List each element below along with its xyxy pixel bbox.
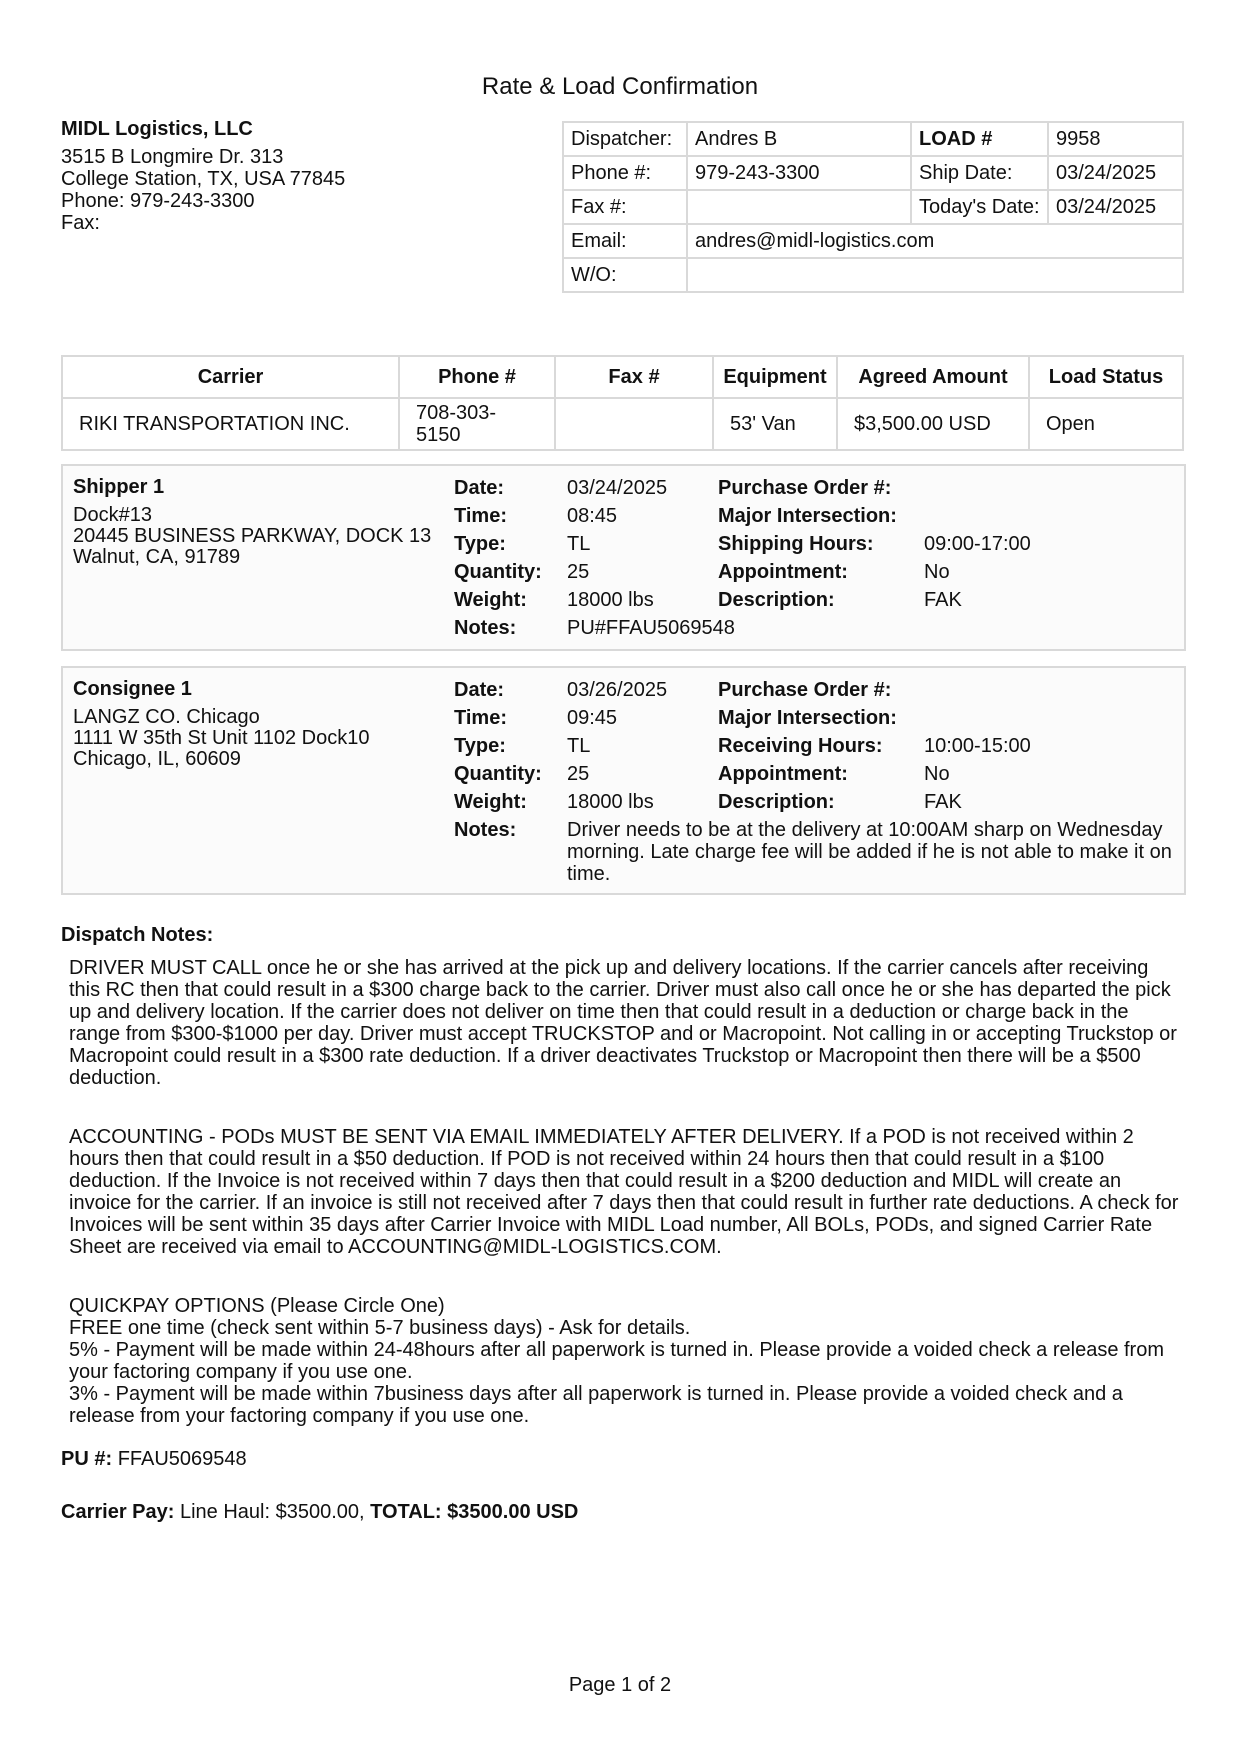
consignee-section <box>61 666 1186 895</box>
shipping-hours: 09:00-17:00 <box>924 533 1031 555</box>
dispatch-info-table <box>562 121 1184 293</box>
consignee-line3: Chicago, IL, 60609 <box>73 748 241 770</box>
shipper-weight-label: Weight: <box>454 589 527 611</box>
consignee-weight: 18000 lbs <box>567 791 654 813</box>
shipper-address <box>73 477 453 568</box>
dispatch-fax-label: Fax #: <box>563 190 687 224</box>
table-row <box>62 398 1183 450</box>
page-number: Page 1 of 2 <box>568 1674 672 1696</box>
equipment-header: Equipment <box>713 356 837 398</box>
quickpay-options <box>69 1295 1179 1427</box>
consignee-line2: 1111 W 35th St Unit 1102 Dock10 <box>73 727 370 749</box>
shipper-details <box>454 477 1174 645</box>
ship-date-value: 03/24/2025 <box>1048 156 1183 190</box>
carrier-pay-label: Carrier Pay: <box>61 1501 175 1523</box>
consignee-line1: LANGZ CO. Chicago <box>73 706 260 728</box>
load-status-header: Load Status <box>1029 356 1183 398</box>
ship-date-label: Ship Date: <box>911 156 1048 190</box>
shipper-date-label: Date: <box>454 477 505 499</box>
pu-number-label: PU #: <box>61 1448 113 1470</box>
consignee-weight-label: Weight: <box>454 791 527 813</box>
shipper-heading: Shipper 1 <box>73 476 165 498</box>
carrier-pay <box>61 1501 578 1523</box>
todays-date-value: 03/24/2025 <box>1048 190 1183 224</box>
shipper-weight: 18000 lbs <box>567 589 654 611</box>
carrier-table <box>61 355 1184 451</box>
consignee-date-label: Date: <box>454 679 505 701</box>
shipping-hours-label: Shipping Hours: <box>718 533 874 555</box>
consignee-description: FAK <box>924 791 962 813</box>
company-address-line1: 3515 B Longmire Dr. 313 <box>61 146 284 168</box>
equipment-value: 53' Van <box>713 398 837 450</box>
receiving-hours: 10:00-15:00 <box>924 735 1031 757</box>
consignee-quantity-label: Quantity: <box>454 763 542 785</box>
shipper-description-label: Description: <box>718 589 835 611</box>
shipper-type-label: Type: <box>454 533 506 555</box>
carrier-phone: 708-303-5150 <box>399 398 555 450</box>
pu-number <box>61 1448 247 1470</box>
load-status-value: Open <box>1029 398 1183 450</box>
load-number-label: LOAD # <box>911 122 1048 156</box>
dispatch-notes-title: Dispatch Notes: <box>61 924 214 946</box>
carrier-header: Carrier <box>62 356 399 398</box>
consignee-description-label: Description: <box>718 791 835 813</box>
consignee-appointment: No <box>924 763 950 785</box>
company-phone: Phone: 979-243-3300 <box>61 190 255 212</box>
shipper-intersection-label: Major Intersection: <box>718 505 897 527</box>
agreed-amount-value: $3,500.00 USD <box>837 398 1029 450</box>
shipper-description: FAK <box>924 589 962 611</box>
company-address-line2: College Station, TX, USA 77845 <box>61 168 346 190</box>
shipper-quantity: 25 <box>567 561 590 583</box>
dispatch-notes-driver: DRIVER MUST CALL once he or she has arrived at the pick up and delivery locations. If the carrier cancels after receiving this RC then that could result in a $300 charge back to the carrier. Driver must also call once he or she has departed the pick up and delivery location. If the carrier does not deliver on time then that could result in a deduction or charge back in the range from $300-$1000 per day. Driver must accept TRUCKSTOP and or Macropoint. Not calling in or accepting Truckstop or Macropoint could result in a $300 rate deduction. If a driver deactivates Truckstop or Macropoint then there will be a $500 deduction. <box>69 957 1177 1089</box>
dispatch-email-label: Email: <box>563 224 687 258</box>
quickpay-5-percent: 5% - Payment will be made within 24-48hours after all paperwork is turned in. Please provide a voided check a release from your factoring company if you use one. <box>69 1339 1164 1383</box>
dispatcher-value: Andres B <box>687 122 911 156</box>
dispatch-phone-value: 979-243-3300 <box>687 156 911 190</box>
shipper-po-label: Purchase Order #: <box>718 477 892 499</box>
shipper-type: TL <box>567 533 591 555</box>
shipper-notes-label: Notes: <box>454 617 517 639</box>
carrier-table-header <box>62 356 1183 398</box>
consignee-appointment-label: Appointment: <box>718 763 848 785</box>
company-name: MIDL Logistics, LLC <box>61 118 253 140</box>
load-number-value: 9958 <box>1048 122 1183 156</box>
line-haul: Line Haul: $3500.00, <box>179 1501 365 1523</box>
quickpay-heading: QUICKPAY OPTIONS (Please Circle One) <box>69 1295 445 1317</box>
work-order-label: W/O: <box>563 258 687 292</box>
dispatcher-label: Dispatcher: <box>563 122 687 156</box>
consignee-notes: Driver needs to be at the delivery at 10:00AM sharp on Wednesday morning. Late charge fee will be added if he is not able to make it on time. <box>567 819 1172 885</box>
consignee-intersection-label: Major Intersection: <box>718 707 897 729</box>
shipper-line3: Walnut, CA, 91789 <box>73 546 241 568</box>
shipper-line2: 20445 BUSINESS PARKWAY, DOCK 13 <box>73 525 432 547</box>
quickpay-3-percent: 3% - Payment will be made within 7business days after all paperwork is turned in. Please provide a voided check and a release from your factoring company if you use one. <box>69 1383 1123 1427</box>
company-block <box>61 118 501 234</box>
company-fax: Fax: <box>61 212 100 234</box>
consignee-notes-label: Notes: <box>454 819 517 841</box>
dispatch-phone-label: Phone #: <box>563 156 687 190</box>
consignee-time: 09:45 <box>567 707 618 729</box>
document-title: Rate & Load Confirmation <box>481 73 759 100</box>
shipper-notes: PU#FFAU5069548 <box>567 617 735 639</box>
work-order-value <box>687 258 1183 292</box>
shipper-quantity-label: Quantity: <box>454 561 542 583</box>
consignee-heading: Consignee 1 <box>73 678 192 700</box>
dispatch-fax-value <box>687 190 911 224</box>
consignee-po-label: Purchase Order #: <box>718 679 892 701</box>
carrier-fax <box>555 398 713 450</box>
dispatch-email-value: andres@midl-logistics.com <box>687 224 1183 258</box>
carrier-pay-total: TOTAL: $3500.00 USD <box>370 1501 579 1523</box>
shipper-appointment: No <box>924 561 950 583</box>
shipper-time: 08:45 <box>567 505 618 527</box>
consignee-type: TL <box>567 735 591 757</box>
quickpay-free: FREE one time (check sent within 5-7 business days) - Ask for details. <box>69 1317 691 1339</box>
consignee-date: 03/26/2025 <box>567 679 668 701</box>
consignee-address <box>73 679 453 770</box>
shipper-appointment-label: Appointment: <box>718 561 848 583</box>
pu-number-value: FFAU5069548 <box>117 1448 247 1470</box>
consignee-quantity: 25 <box>567 763 590 785</box>
consignee-details <box>454 679 1174 885</box>
receiving-hours-label: Receiving Hours: <box>718 735 883 757</box>
carrier-name: RIKI TRANSPORTATION INC. <box>62 398 399 450</box>
shipper-line1: Dock#13 <box>73 504 152 526</box>
shipper-time-label: Time: <box>454 505 507 527</box>
shipper-date: 03/24/2025 <box>567 477 668 499</box>
consignee-type-label: Type: <box>454 735 506 757</box>
carrier-fax-header: Fax # <box>555 356 713 398</box>
dispatch-notes-accounting: ACCOUNTING - PODs MUST BE SENT VIA EMAIL IMMEDIATELY AFTER DELIVERY. If a POD is not received within 2 hours then that could result in a $50 deduction. If POD is not received within 24 hours then that could result in a $100 deduction. If the Invoice is not received within 7 days then that could result in a $200 deduction and MIDL will create an invoice for the carrier. If an invoice is still not received after 7 days then that could result in further rate deductions. A check for Invoices will be sent within 35 days after Carrier Invoice with MIDL Load number, All BOLs, PODs, and signed Carrier Rate Sheet are received via email to ACCOUNTING@MIDL-LOGISTICS.COM. <box>69 1126 1179 1258</box>
agreed-amount-header: Agreed Amount <box>837 356 1029 398</box>
carrier-phone-header: Phone # <box>399 356 555 398</box>
shipper-section <box>61 464 1186 651</box>
consignee-time-label: Time: <box>454 707 507 729</box>
todays-date-label: Today's Date: <box>911 190 1048 224</box>
